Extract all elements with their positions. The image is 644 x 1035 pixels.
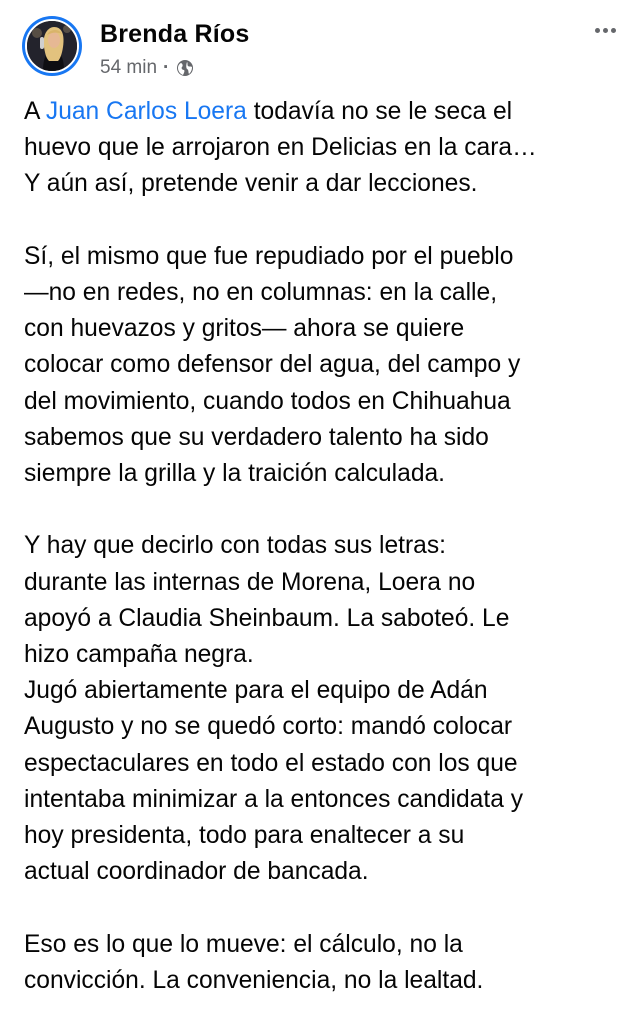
text-line: sabemos que su verdadero talento ha sido (24, 423, 489, 451)
post-paragraph (24, 94, 630, 203)
text-line: espectaculares en todo el estado con los que (24, 749, 518, 777)
mention-link[interactable]: Juan Carlos Loera (45, 98, 247, 125)
text-line: apoyó a Claudia Sheinbaum. La saboteó. Le (24, 604, 510, 632)
more-options-icon-dot (603, 28, 608, 33)
post-meta (100, 57, 194, 79)
text-line: siempre la grilla y la traición calculada. (24, 460, 446, 488)
text-line: intentaba minimizar a la entonces candidata y (24, 785, 523, 813)
post-paragraph (24, 673, 630, 890)
meta-separator: · (163, 57, 170, 78)
text-line: hoy presidenta, todo para enaltecer a su (24, 822, 465, 850)
globe-icon[interactable] (176, 59, 194, 77)
text-line: durante las internas de Morena, Loera no (24, 568, 476, 596)
avatar[interactable] (22, 16, 82, 76)
post-paragraph (24, 528, 630, 673)
avatar-image (27, 21, 77, 71)
avatar-photo (25, 19, 79, 73)
text-line: Y hay que decirlo con todas sus letras: (24, 532, 446, 560)
text-line: convicción. La conveniencia, no la lealtad. (24, 966, 484, 994)
post-paragraph (24, 239, 630, 492)
text-line: del movimiento, cuando todos en Chihuahua (24, 387, 511, 415)
text-line: A Juan Carlos Loera todavía no se le seca el (24, 98, 513, 125)
text-line: colocar como defensor del agua, del campo y (24, 351, 521, 379)
post-header (0, 0, 644, 92)
text-line: hizo campaña negra. (24, 641, 254, 669)
text-line: con huevazos y gritos— ahora se quiere (24, 315, 465, 343)
text-line: Augusto y no se quedó corto: mandó colocar (24, 713, 513, 741)
text-line: Eso es lo que lo mueve: el cálculo, no la (24, 930, 463, 958)
more-options-icon-dot (595, 28, 600, 33)
text-line: Y aún así, pretende venir a dar lecciones. (24, 170, 478, 198)
text-line: actual coordinador de bancada. (24, 858, 369, 886)
text-line: —no en redes, no en columnas: en la calle, (24, 279, 498, 306)
author-name[interactable]: Brenda Ríos (100, 20, 250, 48)
text-line: huevo que le arrojaron en Delicias en la cara… (24, 134, 537, 162)
post-paragraph (24, 927, 630, 999)
text-line: Jugó abiertamente para el equipo de Adán (24, 677, 488, 705)
more-options-icon-dot (611, 28, 616, 33)
text-line: Sí, el mismo que fue repudiado por el pueblo (24, 242, 514, 270)
post-time[interactable]: 54 min (100, 57, 158, 78)
more-options-button[interactable] (590, 18, 620, 42)
post-text (24, 94, 630, 1035)
